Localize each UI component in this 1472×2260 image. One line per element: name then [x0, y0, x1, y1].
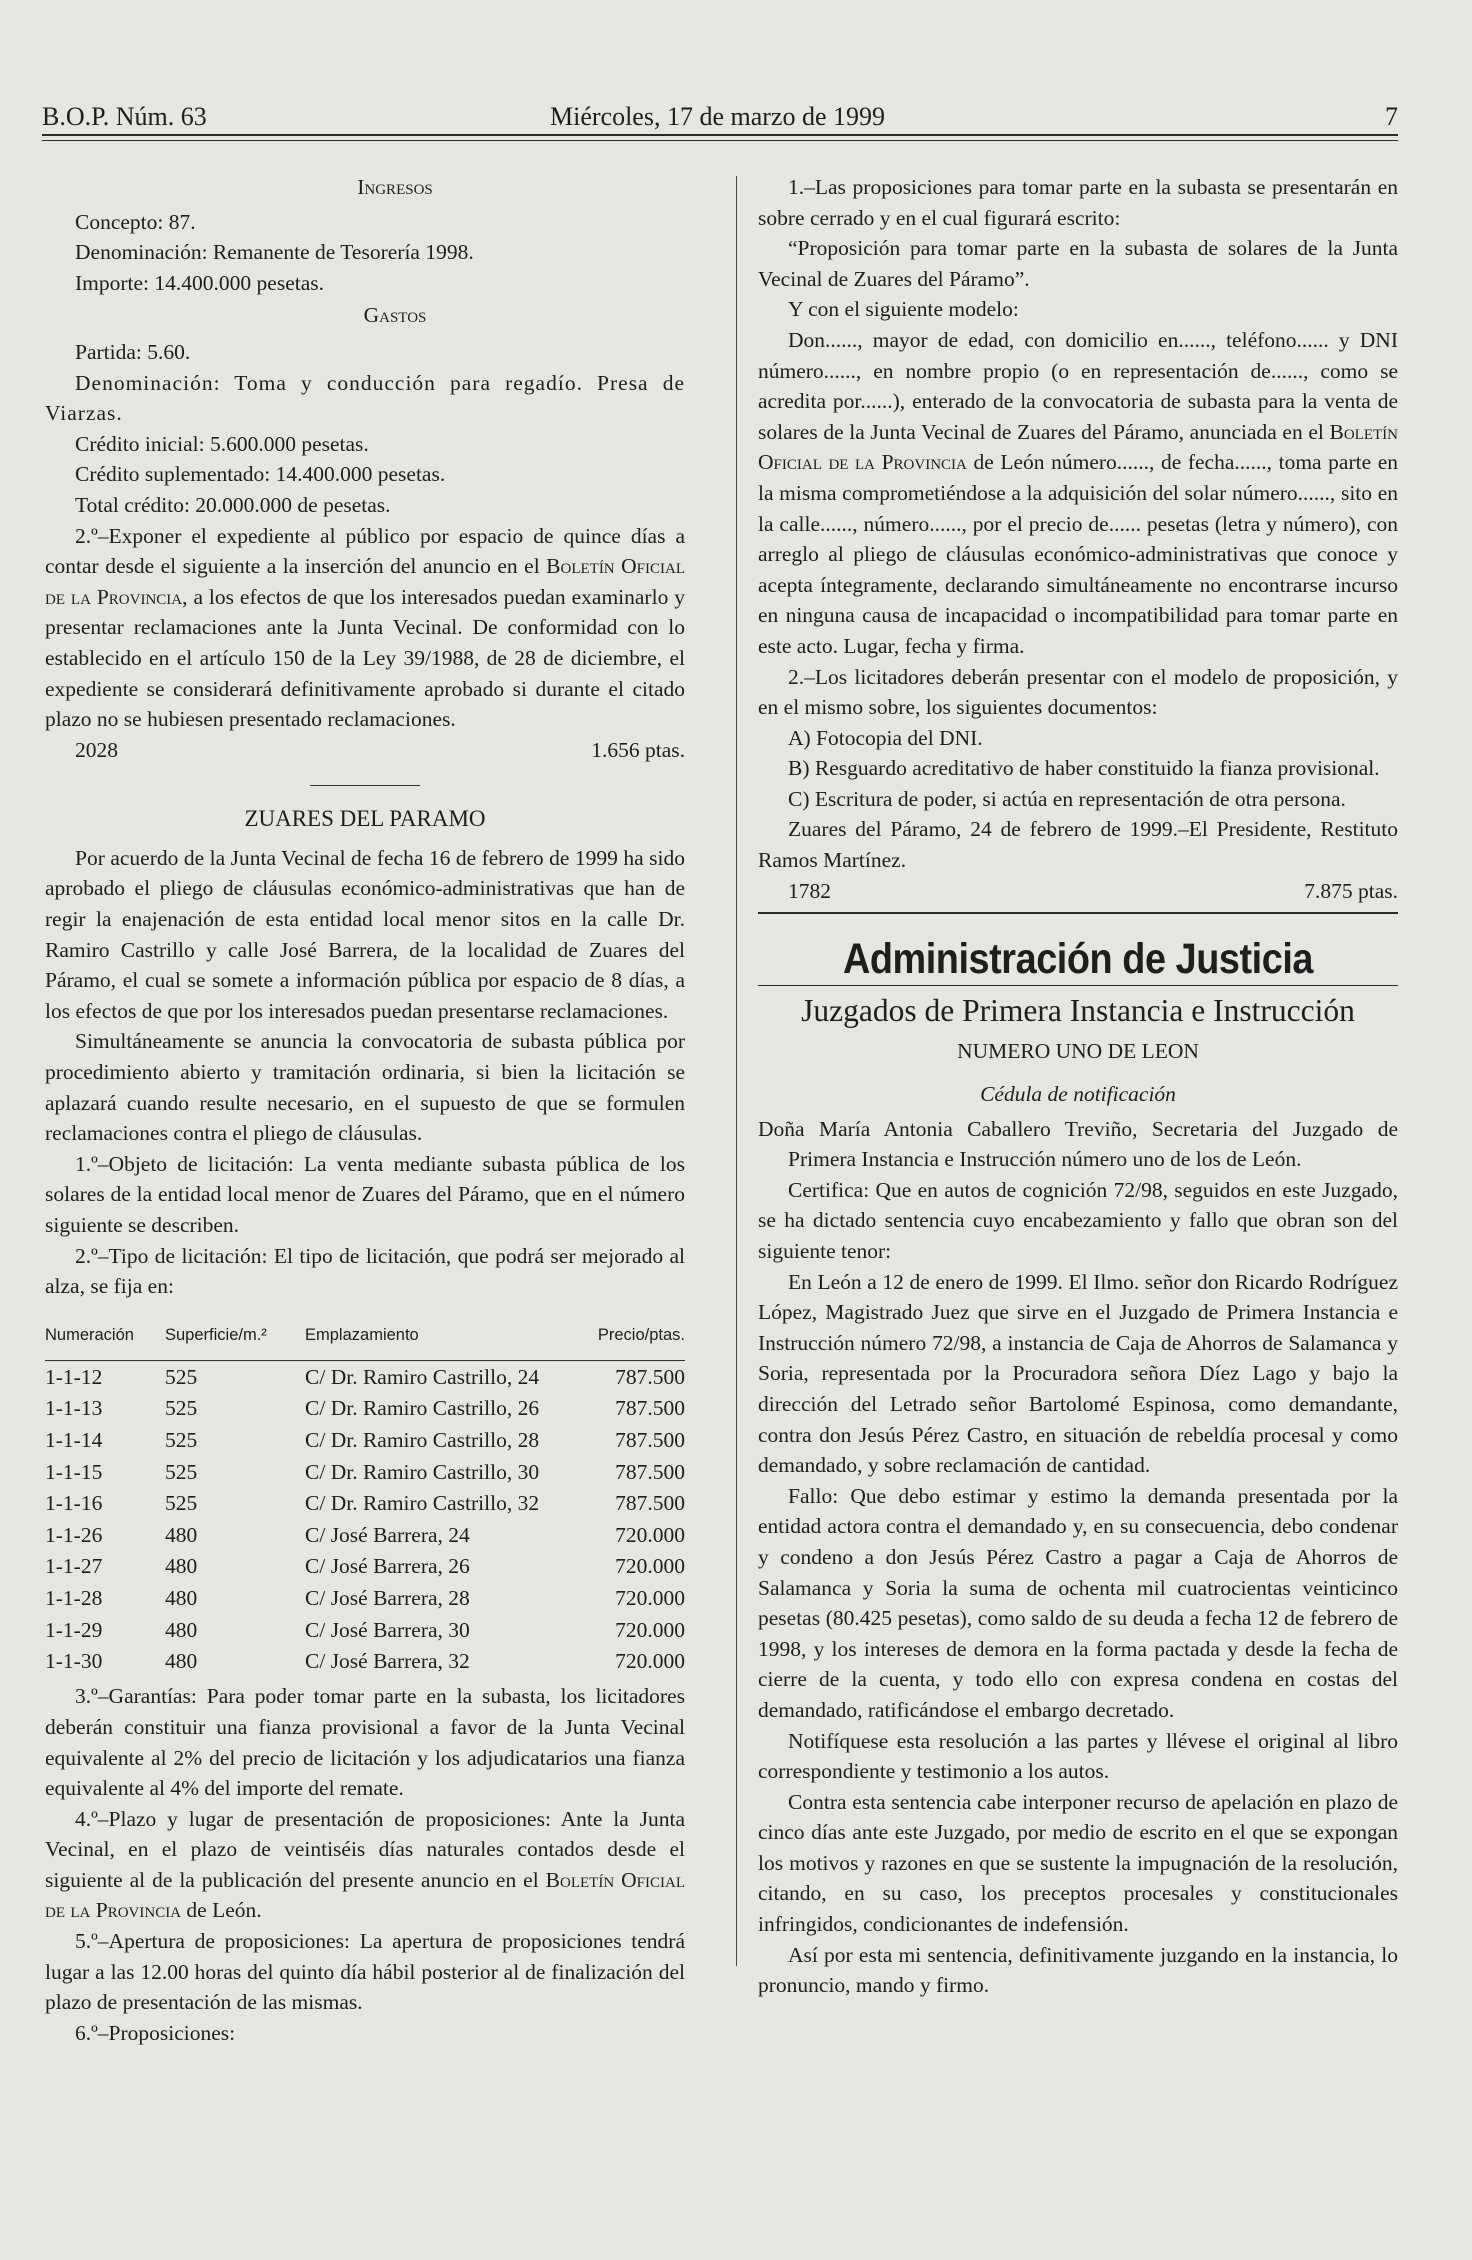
section-end-rule [758, 912, 1398, 914]
proposicion-quote: “Proposición para tomar parte en la subasta de solares de la Junta Vecinal de Zuares del Páramo”. [758, 236, 1398, 291]
proposiciones-item-1: 1.–Las proposiciones para tomar parte en la subasta se presentarán en sobre cerrado y en el cual figurará escrito: [758, 175, 1398, 230]
gastos-denominacion: Denominación: Toma y conducción para regadío. Presa de Viarzas. [45, 370, 685, 426]
admin-rule [758, 985, 1398, 986]
notifiquese-paragraph: Notifíquese esta resolución a las partes y llévese el original al libro correspondiente y testimonio a los autos. [758, 1728, 1398, 1784]
signature-line: Zuares del Páramo, 24 de febrero de 1999.–El Presidente, Restituto Ramos Martínez. [758, 817, 1398, 873]
objeto-paragraph: 1.º–Objeto de licitación: La venta mediante subasta pública de los solares de la entidad local menor de Zuares del Páramo, que en el número siguiente se describen. [45, 1151, 685, 1237]
cell-numeracion: 1-1-14 [45, 1428, 103, 1453]
juzgado-numero: NUMERO UNO DE LEON [957, 1039, 1199, 1064]
document-a: A) Fotocopia del DNI. [788, 725, 983, 750]
cell-precio: 720.000 [615, 1617, 685, 1642]
cell-numeracion: 1-1-26 [45, 1522, 103, 1547]
cell-numeracion: 1-1-16 [45, 1491, 103, 1516]
zuares-title: ZUARES DEL PARAMO [244, 806, 486, 832]
apertura-paragraph: 5.º–Apertura de proposiciones: La apertura de proposiciones tendrá lugar a las 12.00 horas del quinto día hábil posterior al de finalización del plazo de presentación de las mismas. [45, 1929, 685, 2015]
cell-superficie: 480 [165, 1617, 198, 1642]
col-superficie: Superficie/m.² [165, 1314, 305, 1361]
plazo-paragraph: 4.º–Plazo y lugar de presentación de proposiciones: Ante la Junta Vecinal, en el plazo de veintiséis días naturales contados desde el siguiente al de la publicación del presente anuncio en el Boletín Oficial de la Provincia de León. [45, 1806, 685, 1923]
page-number: 7 [1385, 102, 1398, 131]
document-c: C) Escritura de poder, si actúa en representación de otra persona. [788, 786, 1346, 811]
cell-numeracion: 1-1-27 [45, 1554, 103, 1579]
bulletin-number: B.O.P. Núm. 63 [42, 102, 207, 131]
cell-numeracion: 1-1-29 [45, 1617, 103, 1642]
section-title-admin-justicia: Administración de Justicia [842, 935, 1314, 984]
secretaria-paragraph: Doña María Antonia Caballero Treviño, Secretaria del Juzgado de Primera Instancia e Instrucción número uno de los de León. [758, 1116, 1398, 1172]
modelo-text: Don......, mayor de edad, con domicilio en......, teléfono...... y DNI número......, en nombre propio (o en representación de......, como se acredita por......), enterado de la convocatoria de subasta para la venta de solares de la Junta Vecinal de Zuares del Páramo, anunciada en el Boletín Oficial de la Provincia de León número......, de fecha......, toma parte en la misma comprometiéndose a la adquisición del solar número......, sito en la calle......, número......, por el precio de...... pesetas (letra y número), con arreglo al pliego de cláusulas económico-administrativas que conoce y acepta íntegramente, declarando simultáneamente no encontrarse incurso en ninguna causa de incapacidad o incompatibilidad para tomar parte en este acto. Lugar, fecha y firma. [758, 327, 1399, 658]
cell-precio: 787.500 [615, 1364, 685, 1389]
cell-superficie: 525 [165, 1459, 198, 1484]
cell-precio: 720.000 [615, 1522, 685, 1547]
cell-emplazamiento: C/ Dr. Ramiro Castrillo, 24 [305, 1364, 540, 1389]
cell-superficie: 480 [165, 1522, 198, 1547]
proposiciones-paragraph: 6.º–Proposiciones: [75, 2020, 236, 2045]
table-header-row [45, 1314, 685, 1361]
table-row [45, 1646, 685, 1678]
cell-emplazamiento: C/ Dr. Ramiro Castrillo, 28 [305, 1428, 540, 1453]
cell-emplazamiento: C/ José Barrera, 32 [305, 1649, 470, 1674]
en-leon-paragraph: En León a 12 de enero de 1999. El Ilmo. señor don Ricardo Rodríguez López, Magistrado Juez que sirve en el Juzgado de Primera Instancia e Instrucción número 72/98, a instancia de Caja de Ahorros de Salamanca y Soria, representada por la Procuradora señora Díez Lago y bajo la dirección del Letrado señor Bartolomé Espinosa, como demandante, contra don Jesús Pérez Castro, en situación de rebeldía procesal y como demandado, y sobre reclamación de cantidad. [758, 1269, 1398, 1478]
header-rule [42, 134, 1398, 141]
notice-footer-1 [45, 735, 685, 766]
acuerdo-paragraph: Por acuerdo de la Junta Vecinal de fecha 16 de febrero de 1999 ha sido aprobado el pliego de cláusulas económico-administrativas que han de regir la enajenación de esta entidad local menor sitos en la calle Dr. Ramiro Castrillo y calle José Barrera, de la localidad de Zuares del Páramo, el cual se somete a información pública por espacio de 8 días, a los efectos de que por los interesados puedan presentarse reclamaciones. [45, 845, 685, 1023]
cell-precio: 787.500 [615, 1491, 685, 1516]
ingresos-line: Denominación: Remanente de Tesorería 1998. [75, 240, 474, 265]
notice-reference: 2028 [75, 737, 118, 762]
cell-numeracion: 1-1-12 [45, 1364, 103, 1389]
cell-superficie: 480 [165, 1586, 198, 1611]
certifica-paragraph: Certifica: Que en autos de cognición 72/98, seguidos en este Juzgado, se ha dictado sentencia cuyo encabezamiento y fallo que obran son del siguiente tenor: [758, 1177, 1398, 1263]
cell-superficie: 525 [165, 1396, 198, 1421]
cell-numeracion: 1-1-30 [45, 1649, 103, 1674]
cell-precio: 720.000 [615, 1586, 685, 1611]
exponer-paragraph: 2.º–Exponer el expediente al público por espacio de quince días a contar desde el siguiente a la inserción del anuncio en el Boletín Oficial de la Provincia, a los efectos de que los interesados puedan examinarlo y presentar reclamaciones ante la Junta Vecinal. De conformidad con lo establecido en el artículo 150 de la Ley 39/1988, de 28 de diciembre, el expediente se considerará definitivamente aprobado si durante el citado plazo no se hubiesen presentado reclamaciones. [45, 523, 685, 732]
ingresos-title: Ingresos [357, 175, 433, 199]
garantias-paragraph: 3.º–Garantías: Para poder tomar parte en la subasta, los licitadores deberán constituir una fianza provisional a favor de la Junta Vecinal equivalente al 2% del precio de licitación y los adjudicatarios una fianza equivalente al 4% del importe del remate. [45, 1684, 685, 1801]
col-numeracion: Numeración [45, 1314, 165, 1361]
asi-paragraph: Así por esta mi sentencia, definitivamente juzgando en la instancia, lo pronuncio, mando y firmo. [758, 1942, 1398, 1998]
cell-superficie: 525 [165, 1491, 198, 1516]
lots-table [45, 1314, 685, 1678]
cell-numeracion: 1-1-28 [45, 1586, 103, 1611]
cell-emplazamiento: C/ José Barrera, 30 [305, 1617, 470, 1642]
contra-paragraph: Contra esta sentencia cabe interponer recurso de apelación en plazo de cinco días ante este Juzgado, por medio de escrito en el que se expongan los motivos y razones en que se sustente la impugnación de la resolución, citando, en su caso, los preceptos procesales y constitucionales infringidos, condicionantes de indefensión. [758, 1789, 1398, 1937]
table-row [45, 1614, 685, 1646]
notice-amount: 1.656 ptas. [591, 737, 685, 762]
table-row [45, 1519, 685, 1551]
cell-emplazamiento: C/ Dr. Ramiro Castrillo, 32 [305, 1491, 540, 1516]
cell-emplazamiento: C/ Dr. Ramiro Castrillo, 30 [305, 1459, 540, 1484]
gastos-partida: Partida: 5.60. [75, 339, 191, 364]
cell-precio: 720.000 [615, 1649, 685, 1674]
gastos-line: Crédito inicial: 5.600.000 pesetas. [75, 431, 369, 456]
cell-precio: 787.500 [615, 1428, 685, 1453]
table-row [45, 1488, 685, 1520]
cell-superficie: 525 [165, 1364, 198, 1389]
table-row [45, 1425, 685, 1457]
issue-date: Miércoles, 17 de marzo de 1999 [550, 102, 886, 131]
notice-amount: 7.875 ptas. [1304, 878, 1398, 903]
gastos-title: Gastos [363, 303, 427, 328]
col-precio: Precio/ptas. [575, 1314, 685, 1361]
table-row [45, 1551, 685, 1583]
cell-superficie: 480 [165, 1649, 198, 1674]
table-row [45, 1361, 685, 1393]
right-column [758, 172, 1398, 2001]
cell-superficie: 525 [165, 1428, 198, 1453]
cell-emplazamiento: C/ José Barrera, 26 [305, 1554, 470, 1579]
cell-numeracion: 1-1-15 [45, 1459, 103, 1484]
fallo-paragraph: Fallo: Que debo estimar y estimo la demanda presentada por la entidad actora contra el demandado y, en su consecuencia, debo condenar y condeno a don Jesús Pérez Castro a pagar a Caja de Ahorros de Salamanca y Soria la suma de ochenta mil cuatrocientas veinticinco pesetas (80.425 pesetas), como saldo de su deuda a fecha 12 de febrero de 1998, y los intereses de demora en la forma pactada y desde la fecha de cierre de la cuenta, y todo ello con expresa condena en costas del demandado, ratificándose el embargo decretado. [758, 1483, 1398, 1722]
page-header [42, 102, 1398, 138]
document-b: B) Resguardo acreditativo de haber constituido la fianza provisional. [788, 756, 1380, 781]
proposiciones-item-2: 2.–Los licitadores deberán presentar con el modelo de proposición, y en el mismo sobre, los siguientes documentos: [758, 664, 1398, 720]
cell-numeracion: 1-1-13 [45, 1396, 103, 1421]
table-row [45, 1456, 685, 1488]
cell-superficie: 480 [165, 1554, 198, 1579]
cell-emplazamiento: C/ Dr. Ramiro Castrillo, 26 [305, 1396, 540, 1421]
cell-emplazamiento: C/ José Barrera, 24 [305, 1522, 470, 1547]
left-column [45, 172, 685, 2048]
simultaneamente-paragraph: Simultáneamente se anuncia la convocatoria de subasta pública por procedimiento abierto y tramitación ordinaria, si bien la licitación se aplazará cuando resulte necesario, en el supuesto de que se formulen reclamaciones contra el pliego de cláusulas. [45, 1029, 685, 1146]
ingresos-line: Importe: 14.400.000 pesetas. [75, 270, 324, 295]
column-divider [736, 176, 737, 1966]
gastos-line: Total crédito: 20.000.000 de pesetas. [75, 492, 391, 517]
cedula-title: Cédula de notificación [980, 1082, 1176, 1107]
notice-footer-2 [758, 876, 1398, 907]
cell-precio: 720.000 [615, 1554, 685, 1579]
cell-precio: 787.500 [615, 1396, 685, 1421]
table-row [45, 1393, 685, 1425]
ingresos-line: Concepto: 87. [75, 209, 196, 234]
cell-emplazamiento: C/ José Barrera, 28 [305, 1586, 470, 1611]
notice-reference: 1782 [788, 878, 831, 903]
modelo-intro: Y con el siguiente modelo: [788, 297, 1019, 322]
gastos-line: Crédito suplementado: 14.400.000 pesetas. [75, 462, 446, 487]
table-row [45, 1583, 685, 1615]
tipo-paragraph: 2.º–Tipo de licitación: El tipo de licitación, que podrá ser mejorado al alza, se fija en: [45, 1243, 685, 1299]
col-emplazamiento: Emplazamiento [305, 1314, 575, 1361]
cell-precio: 787.500 [615, 1459, 685, 1484]
separator-rule [310, 785, 420, 786]
juzgados-title: Juzgados de Primera Instancia e Instrucción [801, 992, 1355, 1028]
